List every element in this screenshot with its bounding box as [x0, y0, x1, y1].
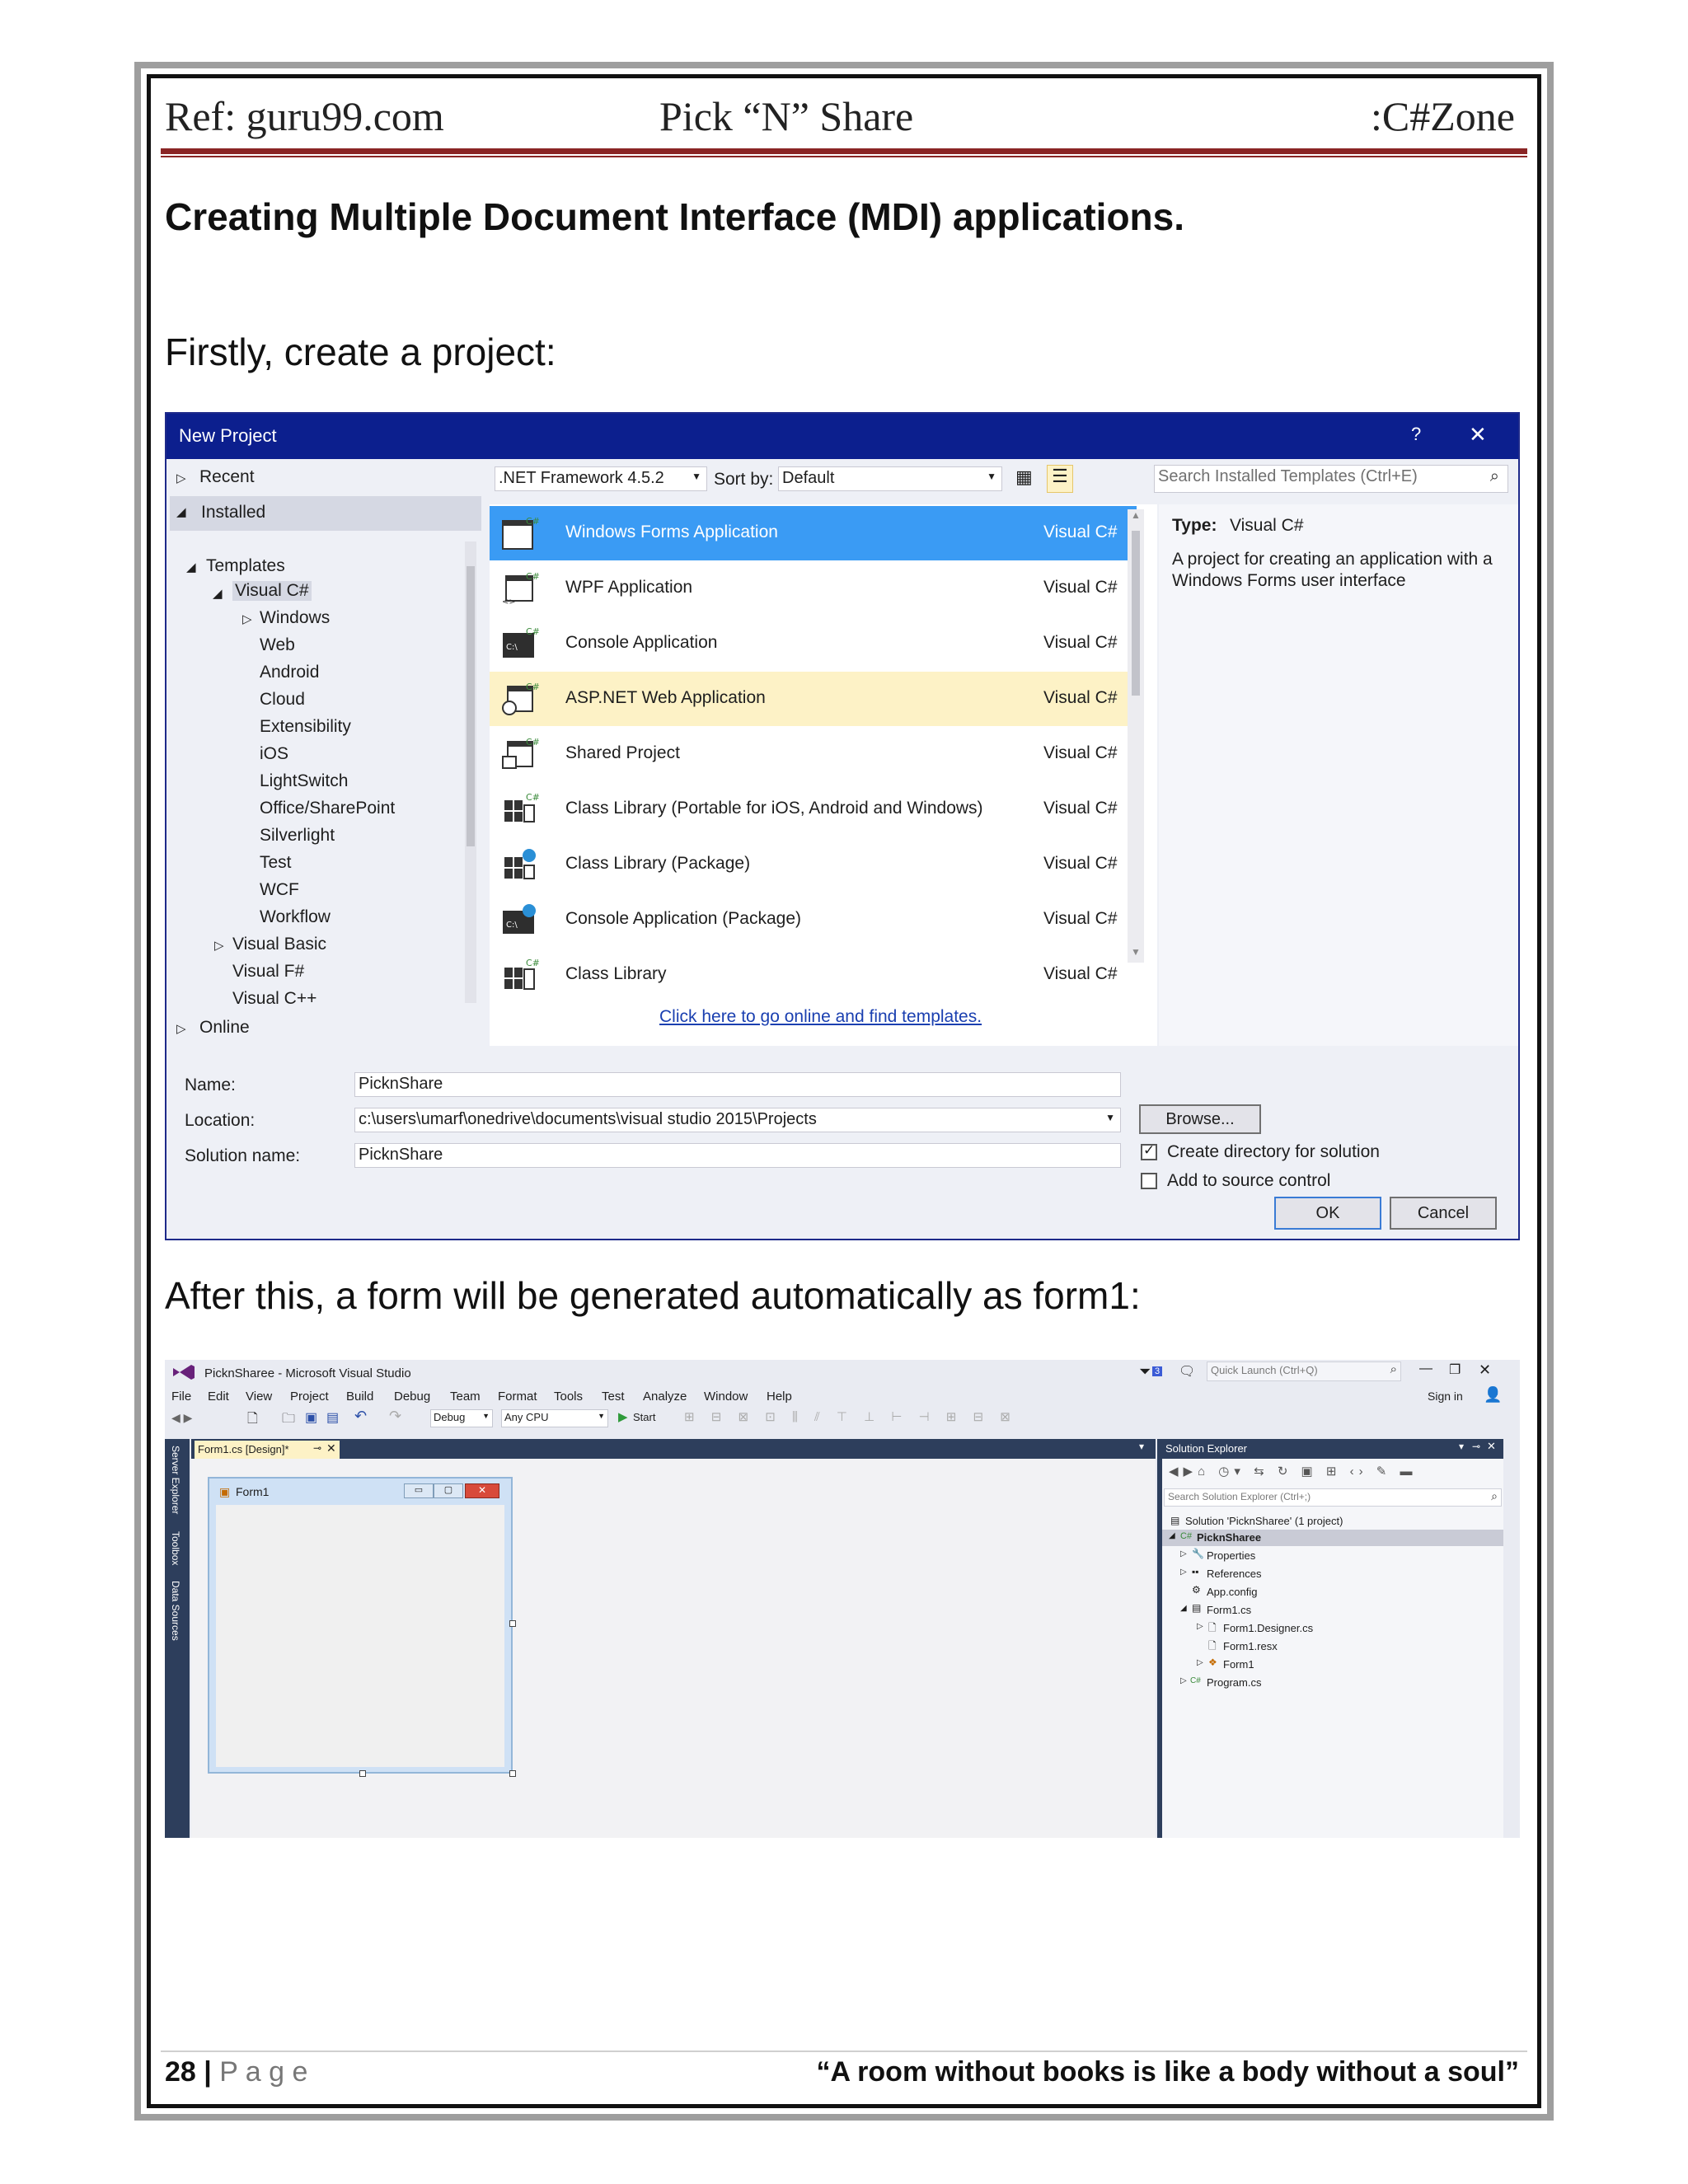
se-project-node: PicknSharee: [1197, 1531, 1262, 1544]
se-appconfig-node[interactable]: App.config: [1207, 1586, 1258, 1598]
menu-help[interactable]: Help: [767, 1390, 792, 1404]
header-ref: Ref: guru99.com: [165, 93, 444, 139]
template-name: WPF Application: [565, 578, 693, 597]
type-label: Type:: [1172, 516, 1217, 535]
notification-badge[interactable]: 3: [1152, 1366, 1162, 1376]
designer-tab-label: Form1.cs [Design]*: [198, 1443, 289, 1455]
framework-select[interactable]: .NET Framework 4.5.2 ▼: [495, 466, 707, 491]
document-tab-well: [191, 1439, 1156, 1459]
csharp-project-icon: C#: [1180, 1531, 1193, 1541]
expanded-arrow-icon: ◢: [1169, 1531, 1175, 1540]
wpf-icon: [501, 571, 540, 607]
chevron-down-icon: ▼: [987, 471, 996, 482]
svg-text:C#: C#: [526, 682, 540, 692]
resize-handle[interactable]: [509, 1620, 516, 1627]
template-language: Visual C#: [1043, 909, 1118, 928]
scroll-down-icon: ▼: [1131, 946, 1141, 958]
source-control-checkbox[interactable]: [1141, 1173, 1157, 1189]
form-client-area[interactable]: [216, 1505, 504, 1767]
form-designer-surface: [191, 1459, 1156, 1838]
search-solution-input[interactable]: Search Solution Explorer (Ctrl+;) ⌕: [1164, 1488, 1502, 1507]
tree-item[interactable]: Test: [260, 853, 292, 872]
tree-item[interactable]: Silverlight: [260, 826, 335, 845]
template-language: Visual C#: [1043, 688, 1118, 707]
layout-toolbar-icons[interactable]: ⊞ ⊟ ⊠ ⊡ ⫼ ⫽ ⊤ ⊥ ⊢ ⊣ ⊞ ⊟ ⊠: [684, 1410, 1017, 1424]
svg-text:C#: C#: [526, 516, 540, 527]
template-item[interactable]: [490, 948, 1137, 1002]
svg-text:C#: C#: [526, 571, 540, 582]
template-name: Windows Forms Application: [565, 523, 778, 541]
template-name: Class Library: [565, 964, 667, 983]
list-view-icon[interactable]: ☰: [1047, 465, 1073, 493]
solution-name-label: Solution name:: [185, 1146, 301, 1165]
class-icon: ❖: [1208, 1657, 1217, 1668]
template-language: Visual C#: [1043, 854, 1118, 873]
se-designer-node[interactable]: Form1.Designer.cs: [1223, 1622, 1314, 1634]
se-properties-node[interactable]: Properties: [1207, 1549, 1256, 1562]
tree-item[interactable]: Workflow: [260, 907, 331, 926]
online-templates-link[interactable]: Click here to go online and find templates.: [659, 1007, 982, 1026]
tab-dropdown-icon[interactable]: ▾: [1139, 1441, 1145, 1452]
resource-file-icon: 🗋: [1208, 1640, 1217, 1652]
configuration-select[interactable]: Debug ▼: [430, 1409, 493, 1427]
svg-text:C:\: C:\: [506, 921, 518, 930]
new-project-dialog: [165, 412, 1520, 1240]
template-description: A project for creating an application with a Windows Forms user interface: [1172, 550, 1493, 590]
collapsed-arrow-icon: ▷: [1180, 1549, 1187, 1558]
template-language: Visual C#: [1043, 633, 1118, 652]
dialog-title: New Project: [179, 425, 277, 446]
tree-scroll-thumb[interactable]: [467, 566, 475, 846]
svg-text:C#: C#: [526, 626, 540, 637]
form-close-icon[interactable]: ✕: [465, 1483, 499, 1498]
chevron-down-icon: ▼: [692, 471, 701, 482]
cancel-button[interactable]: Cancel: [1390, 1197, 1497, 1230]
browse-button[interactable]: Browse...: [1139, 1104, 1261, 1134]
name-label: Name:: [185, 1076, 236, 1094]
se-program-node[interactable]: Program.cs: [1207, 1676, 1262, 1689]
menu-project[interactable]: Project: [290, 1390, 329, 1404]
designer-tab[interactable]: [195, 1441, 340, 1459]
console-icon: [501, 626, 540, 661]
tree-item-selected[interactable]: Visual C#: [232, 581, 312, 601]
menu-format[interactable]: Format: [498, 1390, 537, 1404]
start-icon[interactable]: ▶: [618, 1410, 628, 1424]
page-separator: |: [204, 2056, 212, 2088]
menu-debug[interactable]: Debug: [394, 1390, 431, 1404]
pin-icon[interactable]: ⊸: [313, 1442, 322, 1454]
template-language: Visual C#: [1043, 523, 1118, 541]
platform-select[interactable]: Any CPU ▼: [501, 1409, 608, 1427]
collapsed-arrow-icon: ▷: [1180, 1676, 1187, 1685]
search-icon: ⌕: [1489, 467, 1499, 485]
create-directory-label: Create directory for solution: [1167, 1142, 1380, 1161]
console-package-icon: [501, 902, 537, 937]
template-language: Visual C#: [1043, 743, 1118, 762]
side-tool-tabs: [165, 1439, 190, 1838]
tree-item[interactable]: Cloud: [260, 690, 305, 709]
template-item-selected[interactable]: [490, 506, 1137, 560]
expanded-arrow-icon: ◢: [176, 505, 186, 519]
menu-tools[interactable]: Tools: [554, 1390, 584, 1404]
tree-item[interactable]: Web: [260, 635, 295, 654]
tree-item[interactable]: Visual Basic: [232, 935, 327, 954]
collapsed-arrow-icon: ▷: [1197, 1622, 1203, 1631]
menu-edit[interactable]: Edit: [208, 1390, 229, 1404]
template-item[interactable]: [490, 782, 1137, 837]
tree-item[interactable]: LightSwitch: [260, 771, 349, 790]
se-form1cs-node[interactable]: Form1.cs: [1207, 1604, 1252, 1616]
tree-item[interactable]: Visual F#: [232, 962, 305, 981]
svg-text:C#: C#: [526, 792, 540, 803]
web-application-icon: [501, 682, 540, 716]
code-file-icon: 🗋: [1208, 1622, 1217, 1633]
config-file-icon: ⚙: [1192, 1584, 1201, 1596]
pin-icon[interactable]: ⊸: [1472, 1441, 1481, 1452]
footer-rule: [161, 2050, 1527, 2052]
sort-select[interactable]: Default ▼: [778, 466, 1002, 491]
collapsed-arrow-icon: ▷: [176, 1022, 186, 1036]
toolbox-tab[interactable]: Toolbox: [170, 1531, 181, 1566]
template-language: Visual C#: [1043, 799, 1118, 818]
form1-window[interactable]: [208, 1477, 513, 1774]
checkmark-icon: ✓: [1143, 1142, 1156, 1158]
class-library-package-icon: [501, 847, 537, 882]
solution-explorer-title: Solution Explorer: [1165, 1442, 1247, 1455]
wrench-icon: 🔧: [1192, 1548, 1204, 1559]
project-name-input[interactable]: PicknShare: [354, 1072, 1121, 1097]
paragraph-create-project: Firstly, create a project:: [165, 330, 556, 373]
template-name: Class Library (Portable for iOS, Android and Windows): [565, 799, 983, 818]
se-resx-node[interactable]: Form1.resx: [1223, 1640, 1278, 1652]
quick-launch-input[interactable]: Quick Launch (Ctrl+Q) ⌕: [1207, 1361, 1401, 1381]
solution-explorer-toolbar-icons[interactable]: ◀▶⌂ ◷▾ ⇆ ↻ ▣ ⊞ ‹› ✎ ▬: [1169, 1465, 1418, 1479]
form-icon: ▣: [219, 1485, 231, 1498]
data-sources-tab[interactable]: Data Sources: [170, 1581, 181, 1641]
se-project-row-selected[interactable]: [1162, 1530, 1503, 1546]
header-rule-thin: [161, 156, 1527, 157]
solution-explorer-panel: [1162, 1439, 1503, 1838]
template-language: Visual C#: [1043, 578, 1118, 597]
menu-view[interactable]: View: [246, 1390, 273, 1404]
se-references-node[interactable]: References: [1207, 1568, 1262, 1580]
account-icon[interactable]: 👤: [1484, 1386, 1503, 1403]
location-label: Location:: [185, 1111, 256, 1130]
source-control-label: Add to source control: [1167, 1171, 1331, 1190]
save-icon[interactable]: ▣: [305, 1411, 318, 1425]
menu-team[interactable]: Team: [450, 1390, 481, 1404]
form-file-icon: ▤: [1192, 1602, 1202, 1614]
sign-in-link[interactable]: Sign in: [1428, 1390, 1463, 1403]
windows-forms-icon: [501, 516, 540, 551]
template-scroll-thumb[interactable]: [1132, 531, 1140, 696]
svg-text:C#: C#: [526, 737, 540, 748]
template-name: ASP.NET Web Application: [565, 688, 766, 707]
tree-installed: Installed: [201, 503, 266, 522]
form-title: Form1: [236, 1485, 270, 1498]
header-right: :C#Zone: [1371, 93, 1515, 139]
template-item-hover[interactable]: [490, 672, 1137, 726]
template-item[interactable]: [490, 561, 1137, 616]
solution-explorer-header: [1162, 1439, 1503, 1459]
search-templates-input[interactable]: Search Installed Templates (Ctrl+E) ⌕: [1154, 465, 1508, 493]
footer-quote: “A room without books is like a body without a soul”: [816, 2056, 1519, 2088]
location-select[interactable]: c:\users\umarf\onedrive\documents\visual studio 2015\Projects ▼: [354, 1108, 1121, 1132]
search-icon: ⌕: [1390, 1362, 1397, 1376]
template-name: Class Library (Package): [565, 854, 751, 873]
class-library-icon: [501, 958, 540, 992]
navigate-back-icon[interactable]: ◀ ▶: [171, 1411, 193, 1424]
tree-item[interactable]: Office/SharePoint: [260, 799, 396, 818]
start-button[interactable]: Start: [633, 1411, 656, 1423]
se-solution-node[interactable]: Solution 'PicknSharee' (1 project): [1185, 1515, 1343, 1527]
redo-icon[interactable]: ↷: [389, 1408, 402, 1424]
solution-name-input[interactable]: PicknShare: [354, 1143, 1121, 1168]
collapsed-arrow-icon: ▷: [1197, 1658, 1203, 1667]
minimize-icon[interactable]: —: [1419, 1361, 1432, 1376]
form-maximize-icon[interactable]: ▢: [434, 1483, 463, 1498]
template-name: Console Application (Package): [565, 909, 802, 928]
ok-button[interactable]: OK: [1274, 1197, 1381, 1230]
csharp-file-icon: C#: [1190, 1676, 1201, 1685]
tree-recent[interactable]: Recent: [199, 467, 255, 486]
tree-item[interactable]: Windows: [260, 608, 331, 627]
chevron-down-icon: ▼: [482, 1412, 490, 1420]
template-name: Shared Project: [565, 743, 680, 762]
close-icon[interactable]: ✕: [1479, 1361, 1492, 1378]
template-list-scrollbar[interactable]: [1128, 509, 1144, 963]
feedback-icon[interactable]: 🗨: [1179, 1365, 1196, 1379]
tree-item[interactable]: WCF: [260, 880, 299, 899]
menu-analyze[interactable]: Analyze: [643, 1390, 687, 1404]
search-icon: ⌕: [1491, 1489, 1498, 1502]
scroll-up-icon: ▲: [1131, 509, 1141, 521]
page-number-value: 28: [165, 2056, 196, 2088]
chevron-down-icon: ▼: [1105, 1112, 1115, 1123]
resize-handle[interactable]: [359, 1770, 366, 1777]
new-project-icon[interactable]: 🗋: [247, 1412, 258, 1426]
tree-installed-row[interactable]: [170, 496, 481, 531]
page-word: P a g e: [219, 2056, 308, 2088]
filter-icon[interactable]: ⏷: [1139, 1363, 1151, 1380]
type-value: Visual C#: [1230, 516, 1304, 535]
server-explorer-tab[interactable]: Server Explorer: [170, 1446, 181, 1515]
collapsed-arrow-icon: ▷: [1180, 1568, 1187, 1577]
collapsed-arrow-icon: ▷: [214, 939, 224, 953]
template-item[interactable]: [490, 837, 1137, 892]
template-item[interactable]: [490, 727, 1137, 781]
class-library-portable-icon: [501, 792, 540, 827]
help-button[interactable]: ?: [1411, 424, 1422, 444]
page-number: [165, 2056, 307, 2088]
se-form1-class-node[interactable]: Form1: [1223, 1658, 1254, 1671]
menu-window[interactable]: Window: [704, 1390, 748, 1404]
svg-text:C#: C#: [526, 958, 540, 968]
tree-online[interactable]: Online: [199, 1018, 250, 1037]
expanded-arrow-icon: ◢: [213, 587, 223, 601]
undo-icon[interactable]: ↶: [354, 1408, 368, 1424]
solution-icon: ▤: [1170, 1515, 1180, 1526]
tree-item[interactable]: Templates: [206, 556, 285, 575]
create-directory-checkbox[interactable]: [1141, 1144, 1157, 1160]
tree-item-clipped[interactable]: Visual C++: [232, 989, 317, 1008]
shared-project-icon: [501, 737, 540, 771]
dialog-title-bar: [166, 414, 1518, 459]
close-panel-icon[interactable]: ✕: [1487, 1440, 1496, 1452]
collapsed-arrow-icon: ▷: [242, 612, 252, 626]
template-description-panel: [1159, 504, 1518, 1046]
header-rule: [161, 148, 1527, 154]
menu-test[interactable]: Test: [602, 1390, 625, 1404]
tree-item[interactable]: Extensibility: [260, 717, 351, 736]
close-tab-icon[interactable]: ✕: [326, 1441, 336, 1455]
chevron-down-icon: ▼: [598, 1412, 605, 1420]
expanded-arrow-icon: ◢: [1180, 1604, 1187, 1613]
restore-icon[interactable]: ❐: [1449, 1363, 1461, 1377]
form-minimize-icon[interactable]: ▭: [404, 1483, 434, 1498]
visual-studio-window: [165, 1360, 1520, 1838]
resize-handle[interactable]: [509, 1770, 516, 1777]
svg-text:C:\: C:\: [506, 643, 518, 652]
svg-text:<>: <>: [502, 598, 516, 607]
template-language: Visual C#: [1043, 964, 1118, 983]
collapsed-arrow-icon: ▷: [176, 471, 186, 485]
sort-label: Sort by:: [714, 470, 774, 489]
close-button[interactable]: ✕: [1469, 422, 1487, 447]
template-item[interactable]: [490, 616, 1137, 671]
tree-item[interactable]: iOS: [260, 744, 289, 763]
page-title: Creating Multiple Document Interface (MDI) applications.: [165, 195, 1185, 238]
tree-item[interactable]: Android: [260, 663, 320, 682]
template-item[interactable]: [490, 893, 1137, 947]
save-all-icon[interactable]: ▤: [326, 1411, 340, 1425]
open-folder-icon[interactable]: 🗀: [282, 1412, 296, 1426]
panel-menu-icon[interactable]: ▾: [1459, 1441, 1465, 1452]
references-icon: ▪▪: [1192, 1566, 1199, 1577]
tree-scrollbar[interactable]: [465, 541, 476, 1003]
template-name: Console Application: [565, 633, 718, 652]
template-tree: [166, 459, 488, 1046]
expanded-arrow-icon: ◢: [186, 560, 196, 574]
header-center: Pick “N” Share: [659, 93, 914, 139]
visual-studio-logo-icon: [171, 1363, 196, 1381]
menu-file[interactable]: File: [171, 1390, 192, 1404]
grid-view-icon[interactable]: ▦: [1015, 466, 1033, 487]
paragraph-form-generated: After this, a form will be generated automatically as form1:: [165, 1274, 1141, 1317]
window-title: PicknSharee - Microsoft Visual Studio: [204, 1366, 411, 1380]
menu-build[interactable]: Build: [346, 1390, 374, 1404]
